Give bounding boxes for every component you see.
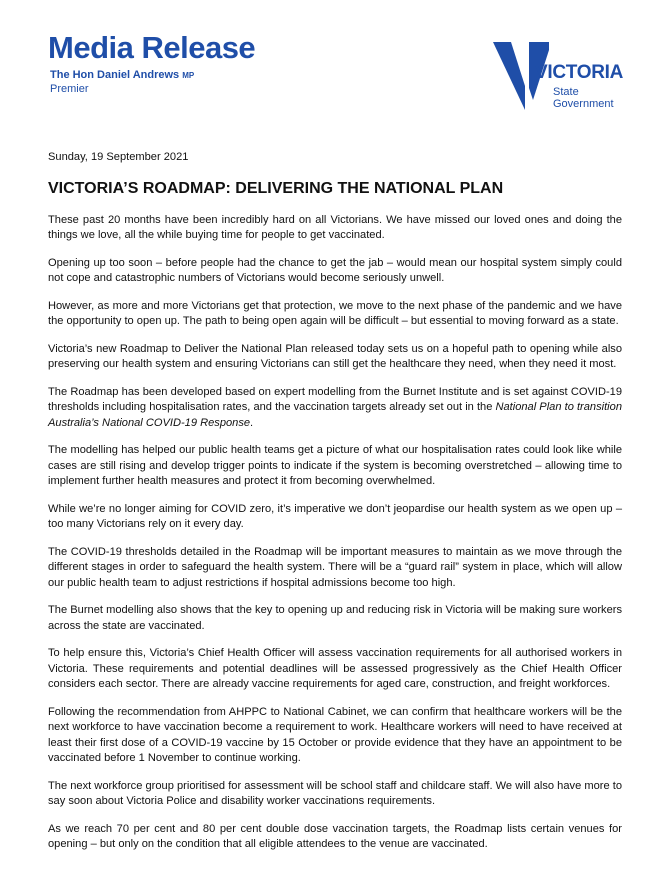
minister-name bbox=[50, 69, 194, 81]
logo-line-state: State bbox=[553, 86, 579, 98]
logo-word: VICTORIA bbox=[535, 62, 624, 83]
logo-subtitle bbox=[553, 86, 614, 110]
minister-suffix: MP bbox=[182, 71, 195, 80]
media-release-title: Media Release bbox=[48, 30, 256, 65]
minister-name-text: The Hon Daniel Andrews bbox=[50, 69, 180, 81]
paragraph: The COVID-19 thresholds detailed in the Roadmap will be important measures to maintain as we move through the different stages in order to safeguard the health system. There will be a “guard rail” system in place, which will allow our public health team to adjust restrictions if hospital admissions become too high. bbox=[48, 545, 622, 589]
paragraph: These past 20 months have been incredibly hard on all Victorians. We have missed our loved ones and doing the things we love, all the while buying time for people to get vaccinated. bbox=[48, 213, 622, 241]
paragraph: Opening up too soon – before people had the chance to get the jab – would mean our hospital system simply could not cope and catastrophic numbers of Victorians would become seriously unwell. bbox=[48, 256, 622, 284]
national-plan-title: National Plan to transition Australia’s National COVID-19 Response bbox=[48, 401, 622, 429]
media-release-header bbox=[0, 0, 660, 130]
paragraph bbox=[48, 385, 622, 432]
paragraph: While we’re no longer aiming for COVID zero, it’s imperative we don’t jeopardise our health system as we open up – too many Victorians rely on it every day. bbox=[48, 502, 622, 530]
paragraph: However, as more and more Victorians get that protection, we move to the next phase of the pandemic and we have the opportunity to open up. The path to being open again will be difficult – but essential to moving forward as a state. bbox=[48, 299, 622, 327]
headline: VICTORIA’S ROADMAP: DELIVERING THE NATIONAL PLAN bbox=[48, 179, 504, 197]
logo-line-government: Government bbox=[553, 98, 614, 110]
paragraph-text: The Roadmap has been developed based on expert modelling from the Burnet Institute and is set against COVID-19 thresholds including hospitalisation rates, and the vaccination targets already set out in the bbox=[48, 385, 622, 413]
paragraph-end: . bbox=[250, 416, 254, 429]
paragraph: The modelling has helped our public health teams get a picture of what our hospitalisation rates could look like while cases are still rising and develop trigger points to indicate if the system is becoming overstretched – allowing time to implement further health measures and protect it from becoming overwhelmed. bbox=[48, 444, 622, 487]
minister-role: Premier bbox=[50, 83, 89, 95]
release-date: Sunday, 19 September 2021 bbox=[48, 151, 189, 163]
paragraph: Victoria’s new Roadmap to Deliver the National Plan released today sets us on a hopeful path to opening while also preserving our health system and ensuring Victorians can still get the healthcare they need, when they need it most. bbox=[48, 342, 622, 370]
paragraph: The Burnet modelling also shows that the key to opening up and reducing risk in Victoria will be making sure workers across the state are vaccinated. bbox=[48, 604, 622, 632]
paragraph: As we reach 70 per cent and 80 per cent double dose vaccination targets, the Roadmap lists certain venues for opening – but only on the condition that all eligible attendees to the venue are vaccinated. bbox=[48, 822, 622, 850]
paragraph: To help ensure this, Victoria’s Chief Health Officer will assess vaccination requirements for all authorised workers in Victoria. These requirements and potential deadlines will be assessed progressively as the Chief Health Officer considers each sector. There are already vaccine requirements for aged care, construction, and freight workforces. bbox=[48, 647, 622, 690]
release-body bbox=[48, 150, 622, 865]
paragraph: Following the recommendation from AHPPC to National Cabinet, we can confirm that healthcare workers will be the next workforce to have vaccination become a requirement to work. Healthcare workers will need to have received at least their first dose of a COVID-19 vaccine by 15 October or provide evidence that they have an appointment to be vaccinated before 1 November to continue working. bbox=[48, 705, 622, 764]
paragraph: The next workforce group prioritised for assessment will be school staff and childcare staff. We will also have more to say soon about Victoria Police and disability worker vaccinations requirements. bbox=[48, 779, 622, 807]
victoria-state-government-logo bbox=[493, 42, 633, 122]
